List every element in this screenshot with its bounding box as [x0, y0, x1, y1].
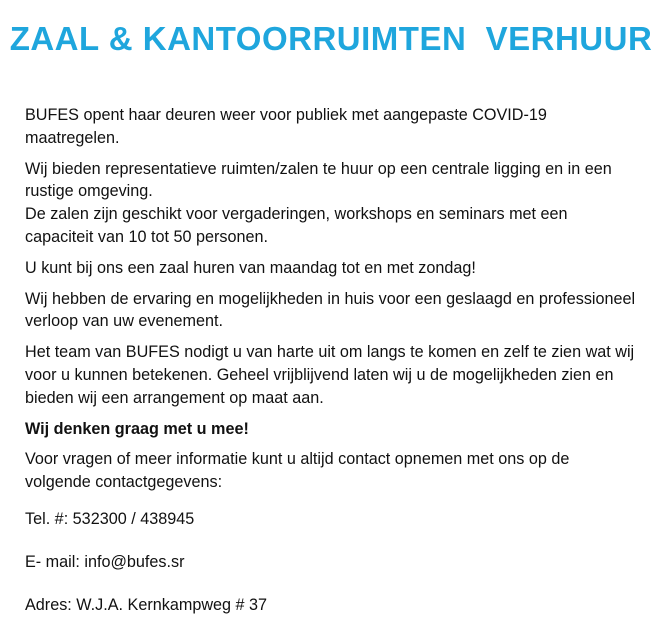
contact-email: E- mail: info@bufes.sr [25, 552, 185, 571]
document-body [25, 104, 637, 636]
offer-line-2: De zalen zijn geschikt voor vergaderingen, workshops en seminars met een capaciteit van 10 tot 50 personen. [25, 205, 568, 246]
contact-phone: Tel. #: 532300 / 438945 [25, 509, 195, 528]
offer-line-1: Wij bieden representatieve ruimten/zalen te huur op een centrale ligging en in een rustige omgeving. [25, 159, 612, 201]
page-title: ZAAL & KANTOORRUIMTEN VERHUUR [9, 20, 653, 57]
contact-intro-paragraph: Voor vragen of meer informatie kunt u altijd contact opnemen met ons op de volgende contactgegevens: [25, 450, 570, 492]
availability-paragraph: U kunt bij ons een zaal huren van maandag tot en met zondag! [25, 258, 476, 277]
invitation-paragraph: Het team van BUFES nodigt u van harte uit om langs te komen en zelf te zien wat wij voor u kunnen betekenen. Geheel vrijblijvend laten wij u de mogelijkheden zien en bieden wij een arrangement op maat aan. [25, 343, 635, 407]
contact-address: Adres: W.J.A. Kernkampweg # 37 [25, 595, 268, 614]
experience-paragraph: Wij hebben de ervaring en mogelijkheden in huis voor een geslaagd en professioneel verloop van uw evenement. [25, 289, 636, 331]
offer-paragraph [25, 158, 637, 249]
intro-paragraph: BUFES opent haar deuren weer voor publiek met aangepaste COVID-19 maatregelen. [25, 106, 547, 147]
slogan: Wij denken graag met u mee! [25, 419, 249, 438]
